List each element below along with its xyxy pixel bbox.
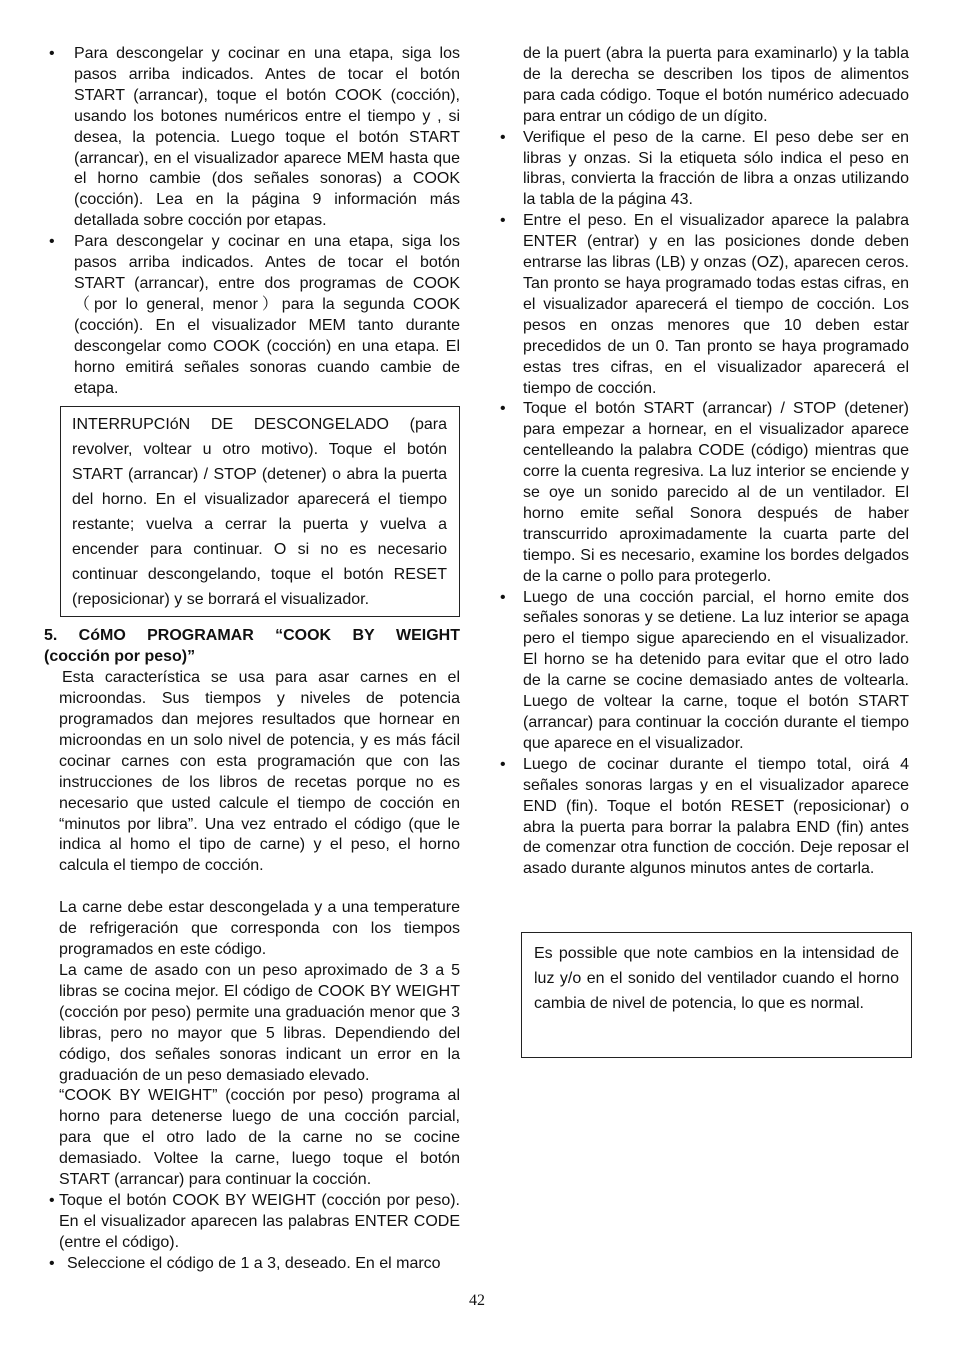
bullet-marker: • — [49, 1191, 55, 1209]
bullet-text: Toque el botón START (arrancar) / STOP (detener) para empezar a hornear, en el visualizador aparece centelleando la palabra CODE (código) mientras que corre la cuenta regresiva. La luz interior se enciende y se oye un sonido parecido al de un ventilador. El horno emite señal Sonora después de haber transcurrido aproximadamente la cuarta parte del tiempo. Si es necesario, examine los bordes delgados de la carne o pollo para protegerlo. — [523, 400, 909, 585]
section-heading — [44, 626, 460, 668]
bullet-text: Seleccione el código de 1 a 3, deseado. En el marco — [67, 1254, 441, 1272]
bullet-marker: • — [49, 45, 55, 62]
paragraph-gap — [44, 877, 460, 898]
bullet-marker: • — [500, 400, 506, 418]
heading-word: WEIGHT — [396, 627, 460, 645]
right-column — [500, 44, 909, 880]
paragraph-roast-weight: La came de asado con un peso aproximado de 3 a 5 libras se cocina mejor. El código de COOK BY WEIGHT (cocción por peso) permite una graduación menor que 3 libras, pero no mayor que 5 libras. Dependiendo del código, dos señales sonoras indicant un error en la graduación de un peso demasiado elevado. — [59, 962, 460, 1084]
bullet-end-of-cooking — [500, 755, 909, 880]
bullet-verify-weight — [500, 128, 909, 212]
heading-word: PROGRAMAR — [147, 627, 254, 645]
section-heading-line-2: (cocción por peso)” — [44, 648, 196, 666]
bullet-text: Luego de cocinar durante el tiempo total, oirá 4 señales sonoras largas y en el visualizador aparece END (fin). Toque el botón RESET (reposicionar) o abra la puerta para borrar la palabra END (fin) antes de comenzar otra function de cocción. Deje reposar el asado durante algunos minutos antes de cortarla. — [523, 755, 909, 878]
heading-word: 5. — [44, 627, 58, 645]
paragraph-intro: Esta característica se usa para asar carnes en el microondas. Sus tiempos y niveles de potencia programados dan mejores resultados que hornear en microondas en un solo nivel de potencia, y es más fácil cocinar carnes con esta programación que con las instrucciones de los libros de recetas porque no es necesario que usted calcule el tiempo de cocción en “minutos por libra”. Una vez entrado el código (que le indica al homo el tipo de carne) y el peso, el horno calcula el tiempo de cocción. — [59, 669, 460, 875]
bullet-text: Para descongelar y cocinar en una etapa, siga los pasos arriba indicados. Antes de tocar el botón START (arrancar), entre dos programas de COOK （por lo general, menor）para la segunda COOK (cocción). En el visualizador MEM tanto durante descongelar como COOK (cocción) en una etapa. El horno emitirá señales sonoras cuando cambie de etapa. — [74, 233, 460, 397]
page-number: 42 — [469, 1292, 485, 1309]
bullet-marker: • — [500, 212, 506, 230]
bullet-marker: • — [500, 588, 506, 606]
bullet-enter-weight — [500, 211, 909, 399]
bullet-select-code — [44, 1254, 460, 1275]
bullet-two-stage-defrost-cook — [44, 232, 460, 399]
paragraph-partial-cook: “COOK BY WEIGHT” (cocción por peso) programa al horno para detenerse luego de una cocción parcial, para que el otro lado de la carne no se cocine demasiado. Voltee la carne, luego toque el botón START (arrancar) para continuar la cocción. — [59, 1087, 460, 1189]
bullet-marker: • — [500, 755, 506, 773]
bullet-text: Toque el botón COOK BY WEIGHT (cocción por peso). En el visualizador aparecen las palabras ENTER CODE (entre el código). — [59, 1191, 460, 1251]
bullet-one-stage-defrost-cook — [44, 44, 460, 232]
note-box: Es possible que note cambios en la intensidad de luz y/o en el sonido del ventilador cuando el horno cambia de nivel de potencia, lo que es normal. — [521, 932, 912, 1058]
bullet-marker: • — [500, 128, 506, 146]
left-column — [44, 44, 460, 1275]
bullet-start-cooking — [500, 399, 909, 587]
bullet-touch-cook-by-weight — [44, 1191, 460, 1254]
bullet-marker: • — [49, 233, 55, 251]
heading-word: “COOK — [275, 627, 332, 645]
section-heading-line-1 — [44, 626, 460, 647]
paragraph-thaw-temperature: La carne debe estar descongelada y a una temperature de refrigeración que corresponda con los tiempos programados en este código. — [59, 899, 460, 959]
bullet-text: Para descongelar y cocinar en una etapa, siga los pasos arriba indicados. Antes de tocar el botón START (arrancar), toque el botón COOK (cocción), usando los botones numéricos entre el tiempo y , si desea, la potencia. Luego toque el botón START (arrancar), en el visualizador aparece MEM hasta que el horno cambie (dos señales sonoras) a COOK (cocción). Lea en la página 9 información más detallada sobre cocción por etapas. — [74, 45, 460, 230]
bullet-marker: • — [49, 1254, 55, 1272]
bullet-text: Verifique el peso de la carne. El peso debe ser en libras y onzas. Si la etiqueta sólo indica el peso en libras, convierta la fracción de libra a onzas utilizando la tabla de la página 43. — [523, 128, 909, 209]
bullet-text: Luego de una cocción parcial, el horno emite dos señales sonoras y se detiene. La luz interior se apaga pero el tiempo sigue apareciendo en el visualizador. El horno se ha detenido para evitar que el otro lado de la carne se cocine demasiado antes de voltearla. Luego de voltear la carne, toque el botón START (arrancar) para continuar la cocción durante el tiempo que aparece en el visualizador. — [523, 588, 909, 752]
heading-word: BY — [352, 627, 375, 645]
bullet-partial-cook-stop — [500, 588, 909, 755]
defrost-interruption-box: INTERRUPCIóN DE DESCONGELADO (para revolver, voltear u otro motivo). Toque el botón START (arrancar) / STOP (detener) o abra la puerta del horno. En el visualizador aparecerá el tiempo restante; vuelva a cerrar la puerta y vuelva a encender para continuar. O si no es necesario continuar descongelando, toque el botón RESET (reposicionar) y se borrará el visualizador. — [60, 406, 460, 617]
bullet-text: Entre el peso. En el visualizador aparece la palabra ENTER (entrar) y en las posiciones donde deben entrarse las libras (LB) y onzas (OZ), aparecen ceros. Tan pronto se haya programado todas estas cifras, en el visualizador aparecerá el tiempo de cocción. Los pesos en onzas menores que 10 deben estar precedidos de un 0. Tan pronto se haya programado estas tres cifras, en el visualizador aparecerá el tiempo de cocción. — [523, 212, 909, 397]
paragraph-continuation: de la puert (abra la puerta para examinarlo) y la tabla de la derecha se describen los tipos de alimentos para cada código. Toque el botón numérico adecuado para entrar un código de un dígito. — [523, 45, 909, 125]
heading-word: CóMO — [78, 627, 126, 645]
